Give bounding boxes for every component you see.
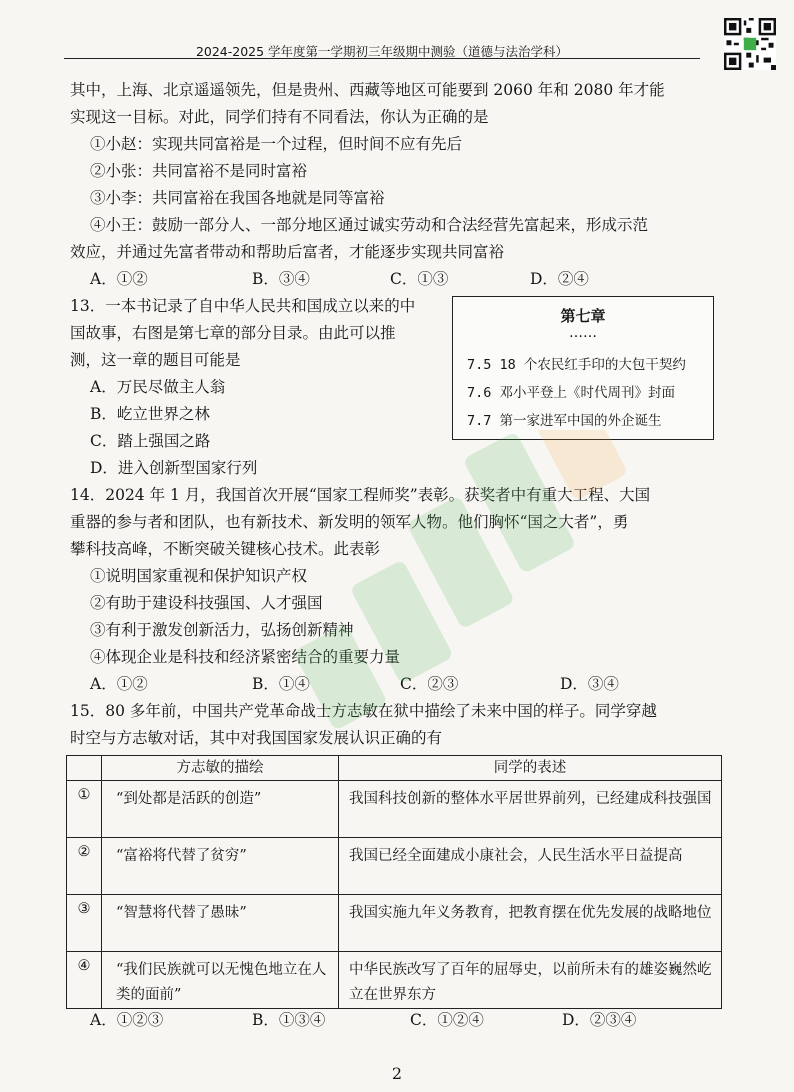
header-divider xyxy=(64,58,700,59)
q14-stem-line-3: 攀科技高峰，不断突破关键核心技术。此表彰 xyxy=(70,540,381,558)
q12-item-2: ②小张：共同富裕不是同时富裕 xyxy=(90,162,308,180)
table-row xyxy=(67,952,722,1009)
q15-stem-line-1: 15．80 多年前，中国共产党革命战士方志敏在狱中描绘了未来中国的样子。同学穿越 xyxy=(70,702,657,720)
q14-item-2: ②有助于建设科技强国、人才强国 xyxy=(90,594,323,612)
q12-text-line-1: 其中，上海、北京遥遥领先，但是贵州、西藏等地区可能要到 2060 年和 2080 年才能 xyxy=(70,81,665,99)
chapter-toc-box xyxy=(452,296,714,440)
q14-item-1: ①说明国家重视和保护知识产权 xyxy=(90,567,308,585)
row-statement: 我国已经全面建成小康社会，人民生活水平日益提高 xyxy=(339,838,722,895)
q14-option-c[interactable]: C．②③ xyxy=(400,675,459,693)
table-header-row xyxy=(67,756,722,781)
q15-option-a[interactable]: A．①②③ xyxy=(90,1011,164,1029)
table-header-stmt: 同学的表述 xyxy=(339,756,722,781)
table-header-num xyxy=(67,756,102,781)
row-number: ③ xyxy=(67,895,102,952)
q13-stem-line-3: 测，这一章的题目可能是 xyxy=(70,351,241,369)
q13-option-a[interactable]: A．万民尽做主人翁 xyxy=(90,378,226,396)
q14-item-3: ③有利于激发创新活力，弘扬创新精神 xyxy=(90,621,354,639)
q14-stem-line-1: 14．2024 年 1 月，我国首次开展“国家工程师奖”表彰。获奖者中有重大工程、大国 xyxy=(70,486,651,504)
table-row xyxy=(67,838,722,895)
q12-item-4-cont: 效应，并通过先富者带动和帮助后富者，才能逐步实现共同富裕 xyxy=(70,243,505,261)
q15-option-b[interactable]: B．①③④ xyxy=(252,1011,326,1029)
row-statement: 我国实施九年义务教育，把教育摆在优先发展的战略地位 xyxy=(339,895,722,952)
q13-option-c[interactable]: C．踏上强国之路 xyxy=(90,432,211,450)
row-number: ④ xyxy=(67,952,102,1009)
q13-stem-line-1: 13．一本书记录了自中华人民共和国成立以来的中 xyxy=(70,297,416,315)
toc-row: 7.6 邓小平登上《时代周刊》封面 xyxy=(467,385,676,401)
q14-option-d[interactable]: D．③④ xyxy=(560,675,619,693)
q13-option-d[interactable]: D．进入创新型国家行列 xyxy=(90,459,258,477)
row-description: “我们民族就可以无愧色地立在人类的面前” xyxy=(102,952,339,1009)
q14-item-4: ④体现企业是科技和经济紧密结合的重要力量 xyxy=(90,648,401,666)
q12-item-1: ①小赵：实现共同富裕是一个过程，但时间不应有先后 xyxy=(90,135,463,153)
q13-option-b[interactable]: B．屹立世界之林 xyxy=(90,405,210,423)
q12-option-a[interactable]: A．①② xyxy=(90,270,148,288)
page-header: 2024-2025 学年度第一学期初三年级期中测验（道德与法治学科） xyxy=(195,44,569,59)
toc-title: 第七章 xyxy=(560,307,606,325)
row-statement: 我国科技创新的整体水平居世界前列，已经建成科技强国 xyxy=(339,781,722,838)
page-number: 2 xyxy=(391,1064,403,1083)
q15-option-d[interactable]: D．②③④ xyxy=(562,1011,637,1029)
q12-text-line-2: 实现这一目标。对此，同学们持有不同看法，你认为正确的是 xyxy=(70,108,489,126)
table-header-desc: 方志敏的描绘 xyxy=(102,756,339,781)
q14-option-b[interactable]: B．①④ xyxy=(252,675,310,693)
q12-option-d[interactable]: D．②④ xyxy=(530,270,589,288)
toc-row: 7.5 18 个农民红手印的大包干契约 xyxy=(467,357,686,373)
q12-option-b[interactable]: B．③④ xyxy=(252,270,310,288)
q12-item-4: ④小王：鼓励一部分人、一部分地区通过诚实劳动和合法经营先富起来，形成示范 xyxy=(90,216,649,234)
row-number: ① xyxy=(67,781,102,838)
row-number: ② xyxy=(67,838,102,895)
row-statement: 中华民族改写了百年的屈辱史，以前所未有的雄姿巍然屹立在世界东方 xyxy=(339,952,722,1009)
row-description: “到处都是活跃的创造” xyxy=(102,781,339,838)
toc-ellipsis: …… xyxy=(569,325,597,341)
q15-table xyxy=(66,755,722,1009)
q14-stem-line-2: 重器的参与者和团队，也有新技术、新发明的领军人物。他们胸怀“国之大者”，勇 xyxy=(70,513,629,531)
q13-stem-line-2: 国故事，右图是第七章的部分目录。由此可以推 xyxy=(70,324,396,342)
q15-stem-line-2: 时空与方志敏对话，其中对我国国家发展认识正确的有 xyxy=(70,729,443,747)
q14-option-a[interactable]: A．①② xyxy=(90,675,148,693)
table-row xyxy=(67,895,722,952)
q12-item-3: ③小李：共同富裕在我国各地就是同等富裕 xyxy=(90,189,385,207)
row-description: “富裕将代替了贫穷” xyxy=(102,838,339,895)
qr-code xyxy=(724,18,776,70)
row-description: “智慧将代替了愚昧” xyxy=(102,895,339,952)
toc-row: 7.7 第一家进军中国的外企诞生 xyxy=(467,413,662,429)
q15-option-c[interactable]: C．①②④ xyxy=(410,1011,484,1029)
table-row xyxy=(67,781,722,838)
q12-option-c[interactable]: C．①③ xyxy=(390,270,449,288)
